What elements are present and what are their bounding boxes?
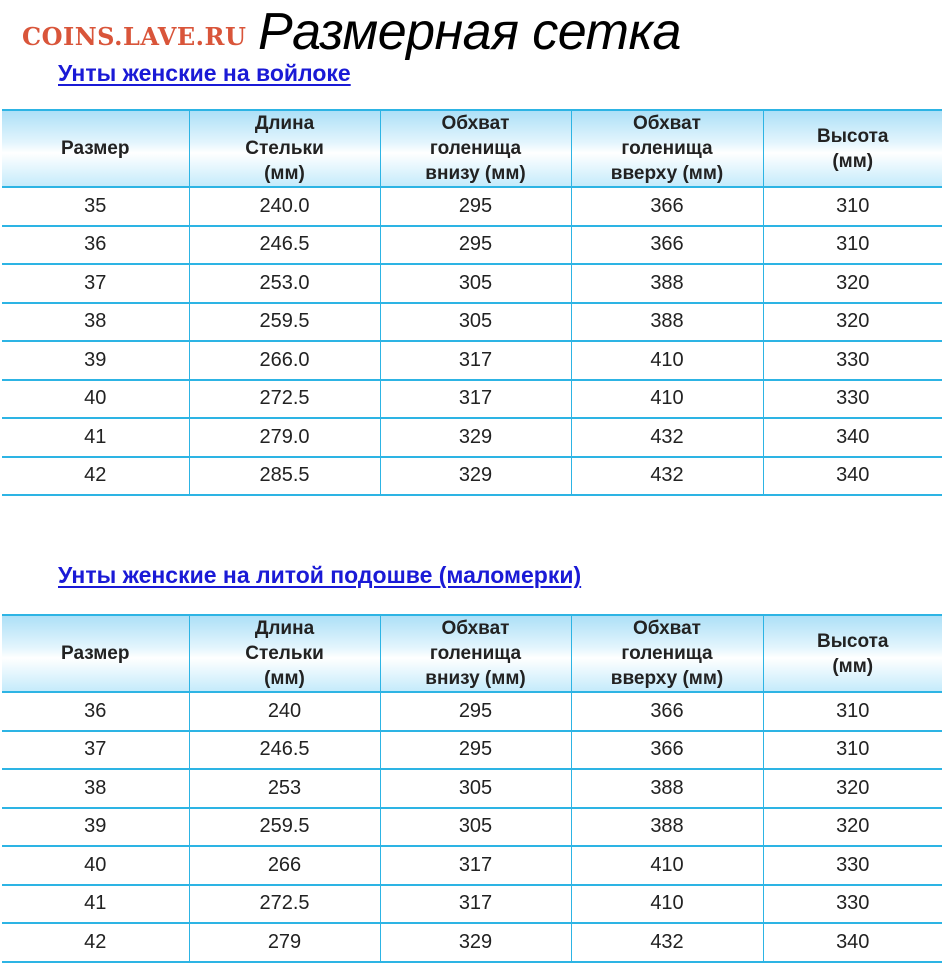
cell-insole-length: 279.0 <box>189 418 380 457</box>
column-header-size <box>2 110 189 187</box>
cell-size: 39 <box>2 341 189 380</box>
column-header-line: голенища <box>621 138 713 159</box>
table-row <box>2 846 942 885</box>
cell-insole-length: 272.5 <box>189 380 380 419</box>
cell-height: 310 <box>763 226 942 265</box>
column-header-line: Обхват <box>441 618 510 639</box>
cell-height: 340 <box>763 457 942 496</box>
table-row <box>2 923 942 962</box>
cell-shaft-bottom: 317 <box>380 885 571 924</box>
table-header <box>2 615 942 692</box>
table-row <box>2 769 942 808</box>
table-row <box>2 264 942 303</box>
cell-size: 35 <box>2 187 189 226</box>
table-header <box>2 110 942 187</box>
cell-height: 320 <box>763 303 942 342</box>
cell-shaft-top: 388 <box>571 808 763 847</box>
cell-shaft-top: 410 <box>571 380 763 419</box>
cell-height: 330 <box>763 341 942 380</box>
table-row <box>2 731 942 770</box>
cell-height: 330 <box>763 846 942 885</box>
cell-height: 310 <box>763 692 942 731</box>
table-row <box>2 418 942 457</box>
table-row <box>2 457 942 496</box>
table-row <box>2 303 942 342</box>
column-header-shaft-top <box>571 110 763 187</box>
cell-shaft-top: 410 <box>571 885 763 924</box>
cell-height: 320 <box>763 769 942 808</box>
cell-size: 40 <box>2 846 189 885</box>
cell-insole-length: 253 <box>189 769 380 808</box>
column-header-line: (мм) <box>264 163 305 184</box>
cell-size: 37 <box>2 731 189 770</box>
cell-shaft-bottom: 305 <box>380 303 571 342</box>
column-header-line: голенища <box>621 643 713 664</box>
cell-size: 42 <box>2 923 189 962</box>
table-row <box>2 187 942 226</box>
cell-shaft-bottom: 305 <box>380 808 571 847</box>
table-row <box>2 885 942 924</box>
cell-insole-length: 266 <box>189 846 380 885</box>
table-row <box>2 380 942 419</box>
cell-size: 38 <box>2 769 189 808</box>
table-row <box>2 692 942 731</box>
table-body <box>2 187 942 495</box>
column-header-shaft-bottom <box>380 110 571 187</box>
cell-shaft-top: 388 <box>571 264 763 303</box>
cell-shaft-bottom: 295 <box>380 692 571 731</box>
cell-shaft-bottom: 295 <box>380 731 571 770</box>
cell-shaft-bottom: 317 <box>380 380 571 419</box>
cell-height: 330 <box>763 885 942 924</box>
table-row <box>2 808 942 847</box>
column-header-line: Длина <box>254 113 315 134</box>
column-header-line: (мм) <box>264 668 305 689</box>
cell-shaft-bottom: 317 <box>380 846 571 885</box>
column-header-shaft-top <box>571 615 763 692</box>
column-header-line: Размер <box>61 643 130 664</box>
cell-shaft-bottom: 305 <box>380 264 571 303</box>
watermark-logo: COINS.LAVE.RU <box>22 22 247 51</box>
column-header-line: вверху (мм) <box>610 163 724 184</box>
column-header-line: голенища <box>429 643 522 664</box>
column-header-height <box>763 110 942 187</box>
cell-height: 330 <box>763 380 942 419</box>
cell-height: 310 <box>763 731 942 770</box>
column-header-line: внизу (мм) <box>425 163 526 184</box>
size-table-felt <box>2 109 942 496</box>
column-header-line: голенища <box>429 138 522 159</box>
cell-insole-length: 240.0 <box>189 187 380 226</box>
cell-shaft-bottom: 317 <box>380 341 571 380</box>
cell-height: 340 <box>763 923 942 962</box>
column-header-line: Длина <box>254 618 315 639</box>
cell-shaft-top: 366 <box>571 226 763 265</box>
column-header-line: вверху (мм) <box>610 668 724 689</box>
cell-size: 36 <box>2 692 189 731</box>
table-row <box>2 341 942 380</box>
cell-size: 39 <box>2 808 189 847</box>
cell-height: 320 <box>763 264 942 303</box>
cell-insole-length: 259.5 <box>189 303 380 342</box>
cell-height: 320 <box>763 808 942 847</box>
cell-shaft-bottom: 329 <box>380 923 571 962</box>
column-header-height <box>763 615 942 692</box>
size-table-cast-sole <box>2 614 942 963</box>
cell-shaft-top: 366 <box>571 692 763 731</box>
cell-insole-length: 266.0 <box>189 341 380 380</box>
cell-shaft-bottom: 305 <box>380 769 571 808</box>
column-header-size <box>2 615 189 692</box>
column-header-line: Высота <box>816 630 889 652</box>
cell-size: 40 <box>2 380 189 419</box>
column-header-line: (мм) <box>832 150 874 172</box>
cell-insole-length: 285.5 <box>189 457 380 496</box>
column-header-line: Обхват <box>633 618 701 639</box>
cell-insole-length: 240 <box>189 692 380 731</box>
cell-insole-length: 246.5 <box>189 226 380 265</box>
cell-insole-length: 253.0 <box>189 264 380 303</box>
cell-size: 36 <box>2 226 189 265</box>
cell-shaft-top: 432 <box>571 923 763 962</box>
cell-shaft-top: 432 <box>571 457 763 496</box>
cell-height: 340 <box>763 418 942 457</box>
cell-shaft-top: 388 <box>571 769 763 808</box>
cell-insole-length: 259.5 <box>189 808 380 847</box>
column-header-line: внизу (мм) <box>425 668 526 689</box>
column-header-line: Стельки <box>245 643 324 664</box>
cell-insole-length: 279 <box>189 923 380 962</box>
column-header-line: Размер <box>61 138 130 159</box>
cell-insole-length: 246.5 <box>189 731 380 770</box>
section-heading-cast-sole[interactable]: Унты женские на литой подошве (маломерки) <box>58 562 582 588</box>
column-header-line: Высота <box>816 125 889 147</box>
column-header-line: Стельки <box>245 138 324 159</box>
table-body <box>2 692 942 962</box>
cell-shaft-top: 366 <box>571 187 763 226</box>
column-header-line: Обхват <box>633 113 701 134</box>
cell-shaft-bottom: 329 <box>380 418 571 457</box>
cell-shaft-top: 410 <box>571 846 763 885</box>
cell-shaft-bottom: 295 <box>380 226 571 265</box>
cell-size: 37 <box>2 264 189 303</box>
cell-shaft-top: 410 <box>571 341 763 380</box>
cell-height: 310 <box>763 187 942 226</box>
cell-shaft-top: 432 <box>571 418 763 457</box>
cell-size: 38 <box>2 303 189 342</box>
section-heading-felt[interactable]: Унты женские на войлоке <box>58 60 351 86</box>
table-row <box>2 226 942 265</box>
cell-shaft-bottom: 295 <box>380 187 571 226</box>
cell-size: 42 <box>2 457 189 496</box>
column-header-insole-length <box>189 110 380 187</box>
cell-size: 41 <box>2 885 189 924</box>
cell-size: 41 <box>2 418 189 457</box>
column-header-shaft-bottom <box>380 615 571 692</box>
column-header-line: (мм) <box>832 655 874 677</box>
page-title: Размерная сетка <box>258 3 681 61</box>
cell-shaft-top: 388 <box>571 303 763 342</box>
column-header-insole-length <box>189 615 380 692</box>
cell-insole-length: 272.5 <box>189 885 380 924</box>
cell-shaft-top: 366 <box>571 731 763 770</box>
cell-shaft-bottom: 329 <box>380 457 571 496</box>
column-header-line: Обхват <box>441 113 510 134</box>
